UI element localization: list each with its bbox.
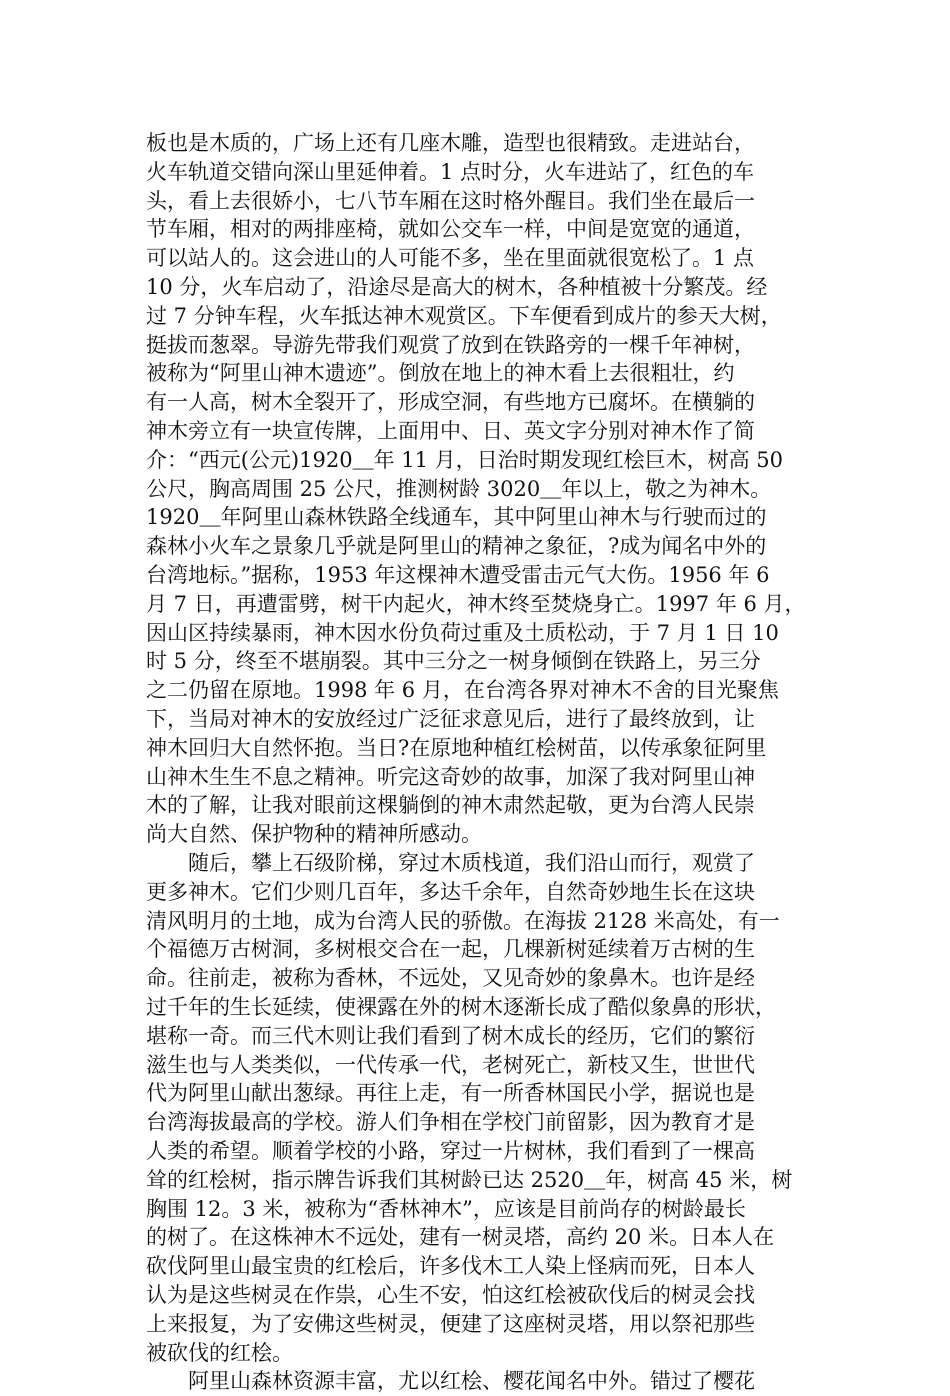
text-line: 10 分，火车启动了，沿途尽是高大的树木，各种植被十分繁茂。经 <box>146 275 768 299</box>
text-line: 之二仍留在原地。1998 年 6 月，在台湾各界对神木不舍的目光聚焦 <box>146 678 779 702</box>
text-line: 节车厢，相对的两排座椅，就如公交车一样，中间是宽宽的通道， <box>146 217 755 241</box>
text-line: 过 7 分钟车程，火车抵达神木观赏区。下车便看到成片的参天大树， <box>146 304 782 328</box>
text-line: 火车轨道交错向深山里延伸着。1 点时分，火车进站了，红色的车 <box>146 160 755 184</box>
text-line: 命。往前走，被称为香林，不远处，又见奇妙的象鼻木。也许是经 <box>146 966 755 990</box>
text-line: 时 5 分，终至不堪崩裂。其中三分之一树身倾倒在铁路上，另三分 <box>146 649 761 673</box>
text-line: 耸的红桧树，指示牌告诉我们其树龄已达 2520＿年，树高 45 米，树 <box>146 1168 793 1192</box>
text-line: 过千年的生长延续，使裸露在外的树木逐渐长成了酷似象鼻的形状， <box>146 995 776 1019</box>
text-line: 神木回归大自然怀抱。当日?在原地种植红桧树苗，以传承象征阿里 <box>146 736 767 760</box>
text-line: 上来报复，为了安佛这些树灵，便建了这座树灵塔，用以祭祀那些 <box>146 1312 755 1336</box>
text-line: 台湾地标。”据称，1953 年这棵神木遭受雷击元气大伤。1956 年 6 <box>146 563 770 587</box>
text-line: 木的了解，让我对眼前这棵躺倒的神木肃然起敬，更为台湾人民崇 <box>146 793 755 817</box>
text-line: 有一人高，树木全裂开了，形成空洞，有些地方已腐坏。在横躺的 <box>146 390 755 414</box>
text-line: 可以站人的。这会进山的人可能不多，坐在里面就很宽松了。1 点 <box>146 246 755 270</box>
text-line: 人类的希望。顺着学校的小路，穿过一片树林，我们看到了一棵高 <box>146 1139 755 1163</box>
text-line: 的树了。在这株神木不远处，建有一树灵塔，高约 20 米。日本人在 <box>146 1225 775 1249</box>
text-line: 因山区持续暴雨，神木因水份负荷过重及土质松动，于 7 月 1 日 10 <box>146 621 779 645</box>
text-line: 台湾海拔最高的学校。游人们争相在学校门前留影，因为教育才是 <box>146 1110 755 1134</box>
text-line: 尚大自然、保护物种的精神所感动。 <box>146 822 482 846</box>
text-line: 挺拔而葱翠。导游先带我们观赏了放到在铁路旁的一棵千年神树， <box>146 333 755 357</box>
text-line: 滋生也与人类类似，一代传承一代，老树死亡，新枝又生，世世代 <box>146 1053 755 1077</box>
text-line: 被称为“阿里山神木遗迹”。倒放在地上的神木看上去很粗壮，约 <box>146 361 735 385</box>
text-line: 堪称一奇。而三代木则让我们看到了树木成长的经历，它们的繁衍 <box>146 1024 755 1048</box>
text-line: 介：“西元(公元)1920＿年 11 月，日治时期发现红桧巨木，树高 50 <box>146 448 784 472</box>
text-line: 被砍伐的红桧。 <box>146 1341 293 1365</box>
text-line: 公尺，胸高周围 25 公尺，推测树龄 3020＿年以上，敬之为神木。 <box>146 477 772 501</box>
text-line: 森林小火车之景象几乎就是阿里山的精神之象征，?成为闻名中外的 <box>146 534 767 558</box>
text-line: 阿里山森林资源丰富，尤以红桧、樱花闻名中外。错过了樱花 <box>188 1369 755 1393</box>
text-line: 更多神木。它们少则几百年，多达千余年，自然奇妙地生长在这块 <box>146 880 755 904</box>
text-line: 认为是这些树灵在作祟，心生不安，怕这红桧被砍伐后的树灵会找 <box>146 1283 755 1307</box>
text-line: 代为阿里山献出葱绿。再往上走，有一所香林国民小学，据说也是 <box>146 1081 755 1105</box>
text-line: 个福德万古树洞，多树根交合在一起，几棵新树延续着万古树的生 <box>146 937 755 961</box>
text-line: 头，看上去很娇小，七八节车厢在这时格外醒目。我们坐在最后一 <box>146 189 755 213</box>
text-line: 砍伐阿里山最宝贵的红桧后，许多伐木工人染上怪病而死，日本人 <box>146 1254 755 1278</box>
text-line: 板也是木质的，广场上还有几座木雕，造型也很精致。走进站台， <box>146 131 755 155</box>
text-line: 神木旁立有一块宣传牌，上面用中、日、英文字分别对神木作了简 <box>146 419 755 443</box>
text-line: 月 7 日，再遭雷劈，树干内起火，神木终至焚烧身亡。1997 年 6 月， <box>146 592 806 616</box>
text-line: 下，当局对神木的安放经过广泛征求意见后，进行了最终放到，让 <box>146 707 755 731</box>
text-line: 随后，攀上石级阶梯，穿过木质栈道，我们沿山而行，观赏了 <box>188 851 755 875</box>
text-line: 清风明月的土地，成为台湾人民的骄傲。在海拔 2128 米高处，有一 <box>146 909 780 933</box>
text-line: 胸围 12。3 米，被称为“香林神木”，应该是目前尚存的树龄最长 <box>146 1197 746 1221</box>
text-line: 山神木生生不息之精神。听完这奇妙的故事，加深了我对阿里山神 <box>146 765 755 789</box>
text-line: 1920＿年阿里山森林铁路全线通车，其中阿里山神木与行驶而过的 <box>146 505 767 529</box>
